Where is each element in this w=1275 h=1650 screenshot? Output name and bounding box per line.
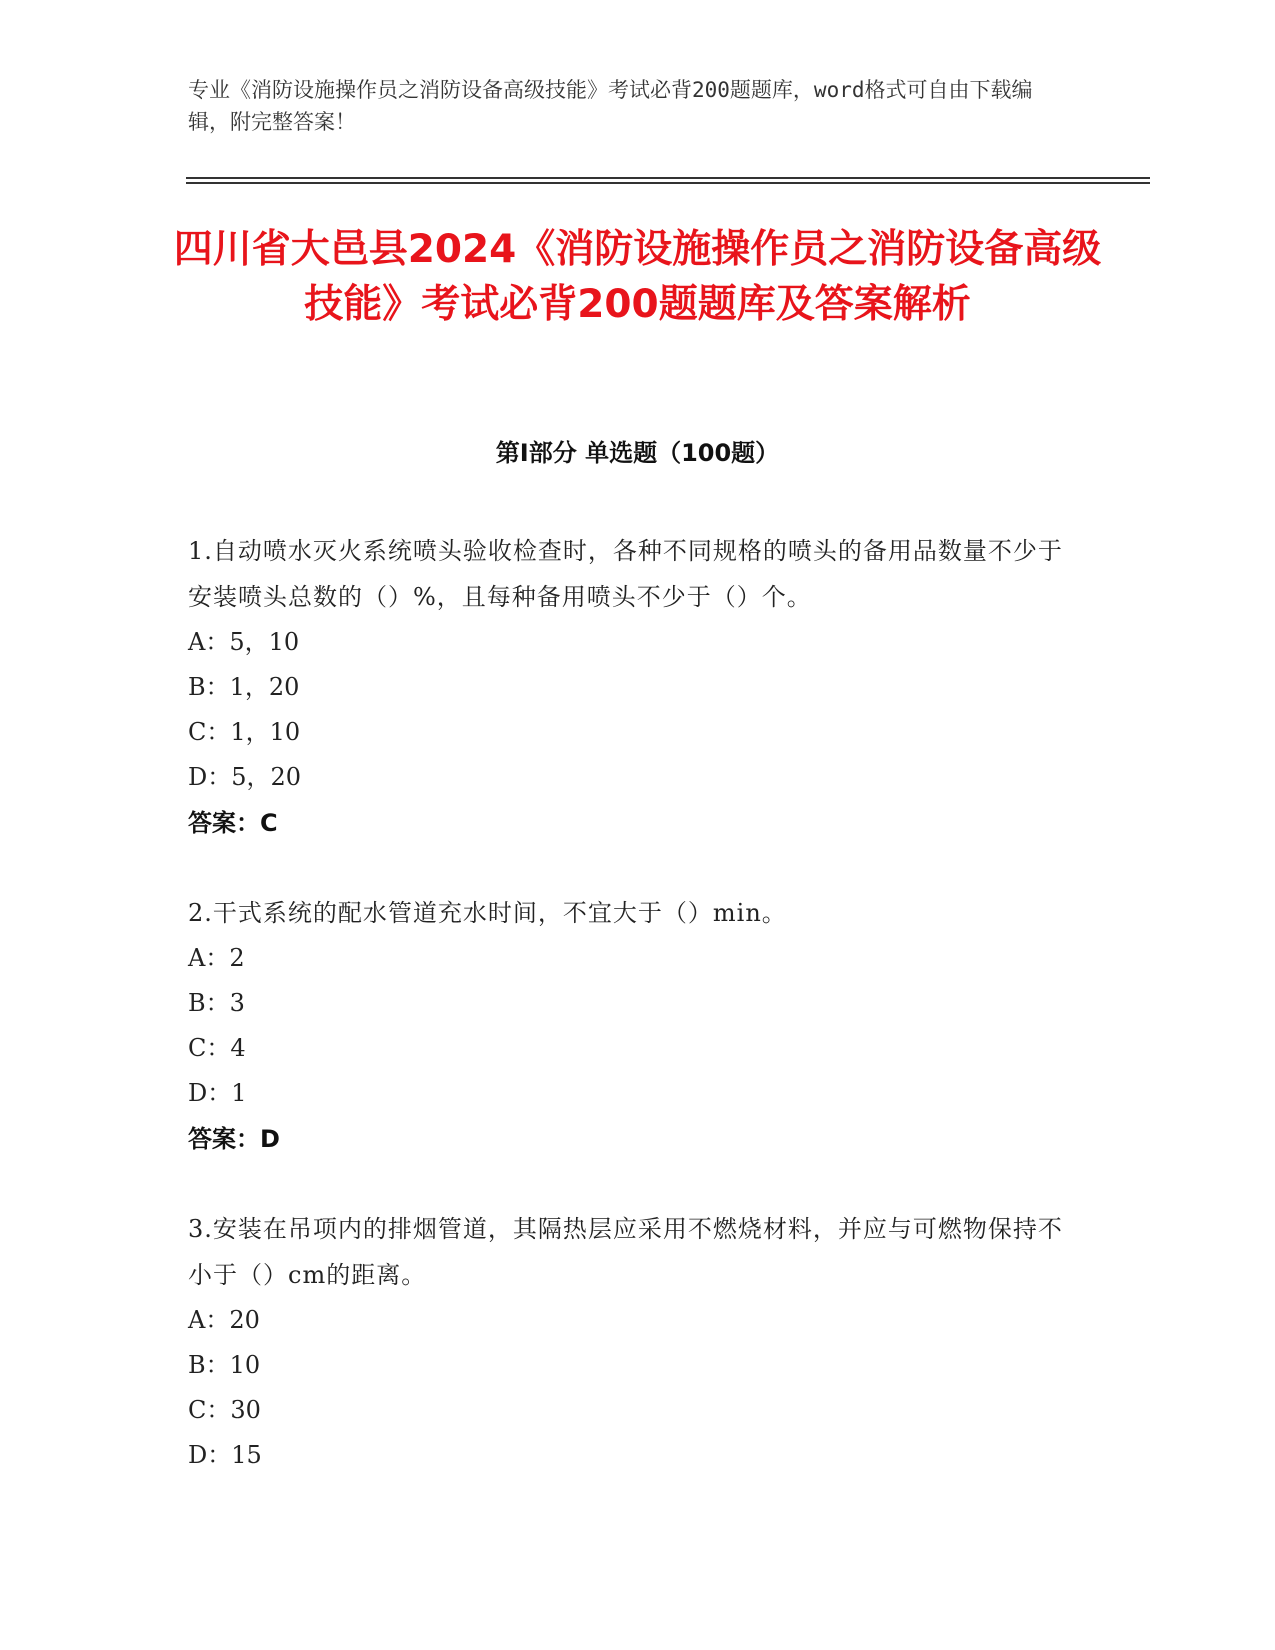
question-3 — [188, 1206, 1068, 1478]
header-divider-top — [186, 177, 1150, 179]
question-1 — [188, 528, 1068, 846]
document-title: 四川省大邑县2024《消防设施操作员之消防设备高级技能》考试必背200题题库及答案解析 — [173, 227, 1102, 327]
section-title: 第Ⅰ部分 单选题（100题） — [495, 439, 780, 467]
answer: 答案：D — [188, 1125, 280, 1153]
answer: 答案：C — [188, 809, 278, 837]
option-d: D：5，20 — [188, 763, 302, 791]
question-stem: 1.自动喷水灭火系统喷头验收检查时，各种不同规格的喷头的备用品数量不少于安装喷头总数的（）%，且每种备用喷头不少于（）个。 — [188, 537, 1063, 611]
option-c: C：1，10 — [188, 718, 301, 746]
option-a: A：5，10 — [188, 628, 300, 656]
header-divider-bottom — [186, 182, 1150, 184]
question-stem: 2.干式系统的配水管道充水时间，不宜大于（）min。 — [188, 899, 787, 927]
option-b: B：3 — [188, 989, 245, 1017]
option-d: D：15 — [188, 1441, 262, 1469]
option-c: C：4 — [188, 1034, 246, 1062]
option-a: A：20 — [188, 1306, 260, 1334]
option-b: B：10 — [188, 1351, 261, 1379]
option-a: A：2 — [188, 944, 245, 972]
header-note: 专业《消防设施操作员之消防设备高级技能》考试必背200题题库，word格式可自由下载编辑，附完整答案！ — [188, 78, 1033, 134]
option-b: B：1，20 — [188, 673, 300, 701]
option-c: C：30 — [188, 1396, 261, 1424]
question-list — [188, 528, 1068, 1522]
option-d: D：1 — [188, 1079, 247, 1107]
question-2 — [188, 890, 1068, 1162]
question-stem: 3.安装在吊项内的排烟管道，其隔热层应采用不燃烧材料，并应与可燃物保持不小于（）cm的距离。 — [188, 1215, 1063, 1289]
